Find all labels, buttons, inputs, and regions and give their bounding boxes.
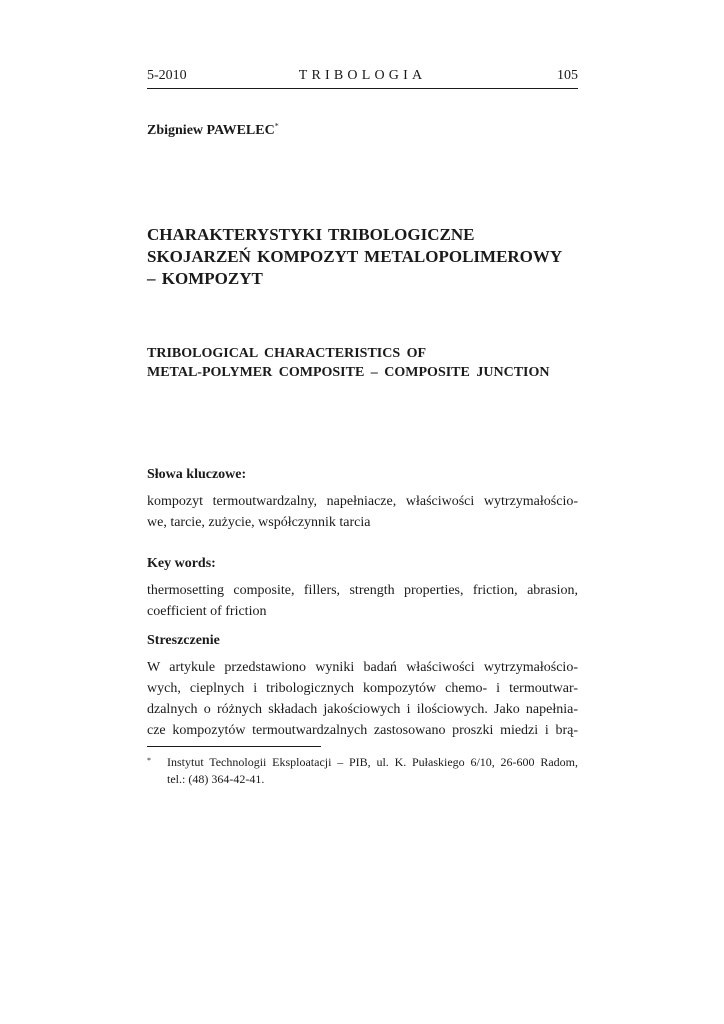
footnote-text — [167, 754, 578, 788]
body-line: kompozyt termoutwardzalny, napełniacze, właściwości wytrzymałościo- — [147, 494, 578, 509]
running-header — [147, 66, 578, 88]
author-name: Zbigniew PAWELEC — [147, 123, 275, 138]
footnote-mark: * — [147, 756, 151, 765]
footnote-rule — [147, 746, 321, 747]
body-line: cze kompozytów termoutwardzalnych zastosowano proszki miedzi i brą- — [147, 723, 578, 738]
page-number: 105 — [557, 68, 578, 83]
footnote — [147, 754, 578, 788]
body-line: coefficient of friction — [147, 604, 267, 619]
header-rule — [147, 88, 578, 89]
title-polish-line: – KOMPOZYT — [147, 269, 263, 288]
keywords-polish-section — [147, 466, 578, 533]
title-english-line: METAL-POLYMER COMPOSITE – COMPOSITE JUNCTION — [147, 365, 550, 380]
author-line — [147, 122, 279, 140]
footnote-line: Instytut Technologii Eksploatacji – PIB, ul. K. Pułaskiego 6/10, 26-600 Radom, — [167, 755, 578, 769]
body-line: wych, cieplnych i tribologicznych kompozytów chemo- i termoutwar- — [147, 681, 578, 696]
title-english — [147, 344, 587, 382]
title-polish-line: CHARAKTERYSTYKI TRIBOLOGICZNE — [147, 225, 475, 244]
title-english-line: TRIBOLOGICAL CHARACTERISTICS OF — [147, 346, 427, 361]
keywords-polish-heading: Słowa kluczowe: — [147, 467, 247, 482]
body-line: dzalnych o różnych składach jakościowych i ilościowych. Jako napełnia- — [147, 702, 578, 717]
keywords-english-body — [147, 580, 578, 622]
paper-page — [147, 66, 578, 786]
body-line: W artykule przedstawiono wyniki badań właściwości wytrzymałościo- — [147, 660, 578, 675]
abstract-body — [147, 657, 578, 741]
keywords-polish-body — [147, 491, 578, 533]
keywords-english-section — [147, 555, 578, 622]
issue-number: 5-2010 — [147, 68, 187, 83]
title-polish — [147, 224, 578, 290]
keywords-english-heading: Key words: — [147, 556, 216, 571]
footnote-line: tel.: (48) 364-42-41. — [167, 772, 265, 786]
title-polish-line: SKOJARZEŃ KOMPOZYT METALOPOLIMEROWY — [147, 247, 563, 266]
abstract-heading: Streszczenie — [147, 633, 220, 648]
body-line: thermosetting composite, fillers, strength properties, friction, abrasion, — [147, 583, 578, 598]
author-footnote-mark: * — [274, 121, 279, 131]
body-line: we, tarcie, zużycie, współczynnik tarcia — [147, 515, 371, 530]
abstract-section — [147, 632, 578, 741]
journal-name: TRIBOLOGIA — [298, 68, 427, 83]
